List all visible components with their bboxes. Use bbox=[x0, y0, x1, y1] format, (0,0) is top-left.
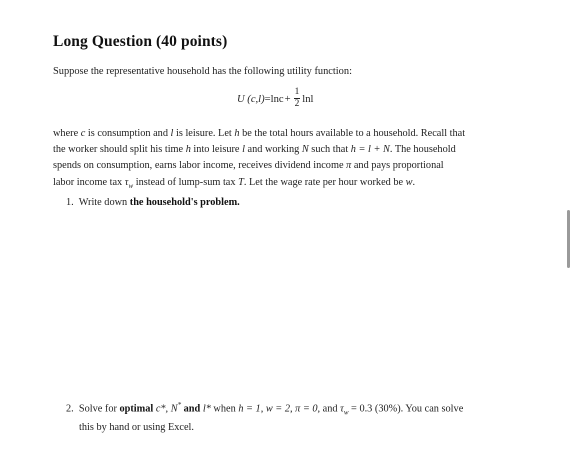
intro-sentence: Suppose the representative household has the following utility function: bbox=[53, 66, 352, 77]
fraction-denominator: 2 bbox=[294, 99, 300, 110]
question-text-continued: this by hand or using Excel. bbox=[79, 422, 194, 434]
fraction-numerator: 1 bbox=[294, 88, 301, 99]
question-2: 2. Solve for optimal c*, N* and l* when h = 1, w = 2, π = 0, and $\tau_w = 0.3$ (30%). You can solve this by hand or using Excel. bbox=[66, 401, 464, 434]
question-emphasis: the household's problem. bbox=[129, 197, 240, 208]
formula-equals: = bbox=[264, 94, 271, 106]
paragraph-line: spends on consumption, earns labor income, receives dividend income π and pays proportional bbox=[53, 160, 444, 172]
utility-formula bbox=[237, 89, 313, 111]
paragraph-line: the worker should split his time h into leisure l and working N such that h = l + N. The household bbox=[53, 144, 456, 156]
question-heading: Long Question (40 points) bbox=[53, 33, 228, 50]
formula-term-lnl: lnl bbox=[302, 94, 314, 106]
question-number: 2. bbox=[66, 403, 74, 415]
formula-fraction bbox=[294, 88, 301, 110]
problem-description bbox=[53, 126, 523, 194]
formula-lhs: U (c,l) bbox=[237, 94, 265, 106]
question-text: Write down bbox=[78, 197, 130, 208]
paragraph-line: where c is consumption and l is leisure. Let h be the total hours available to a household. Recall that bbox=[53, 128, 466, 139]
question-number: 1. bbox=[66, 197, 74, 208]
question-1 bbox=[66, 197, 240, 208]
formula-term-lnc: lnc bbox=[270, 94, 284, 106]
formula-plus: + bbox=[284, 94, 291, 106]
paragraph-line: labor income tax $\tau_w$ instead of lump-sum tax T. Let the wage rate per hour worked be w. bbox=[53, 176, 416, 190]
vertical-scrollbar-thumb[interactable] bbox=[567, 210, 570, 268]
